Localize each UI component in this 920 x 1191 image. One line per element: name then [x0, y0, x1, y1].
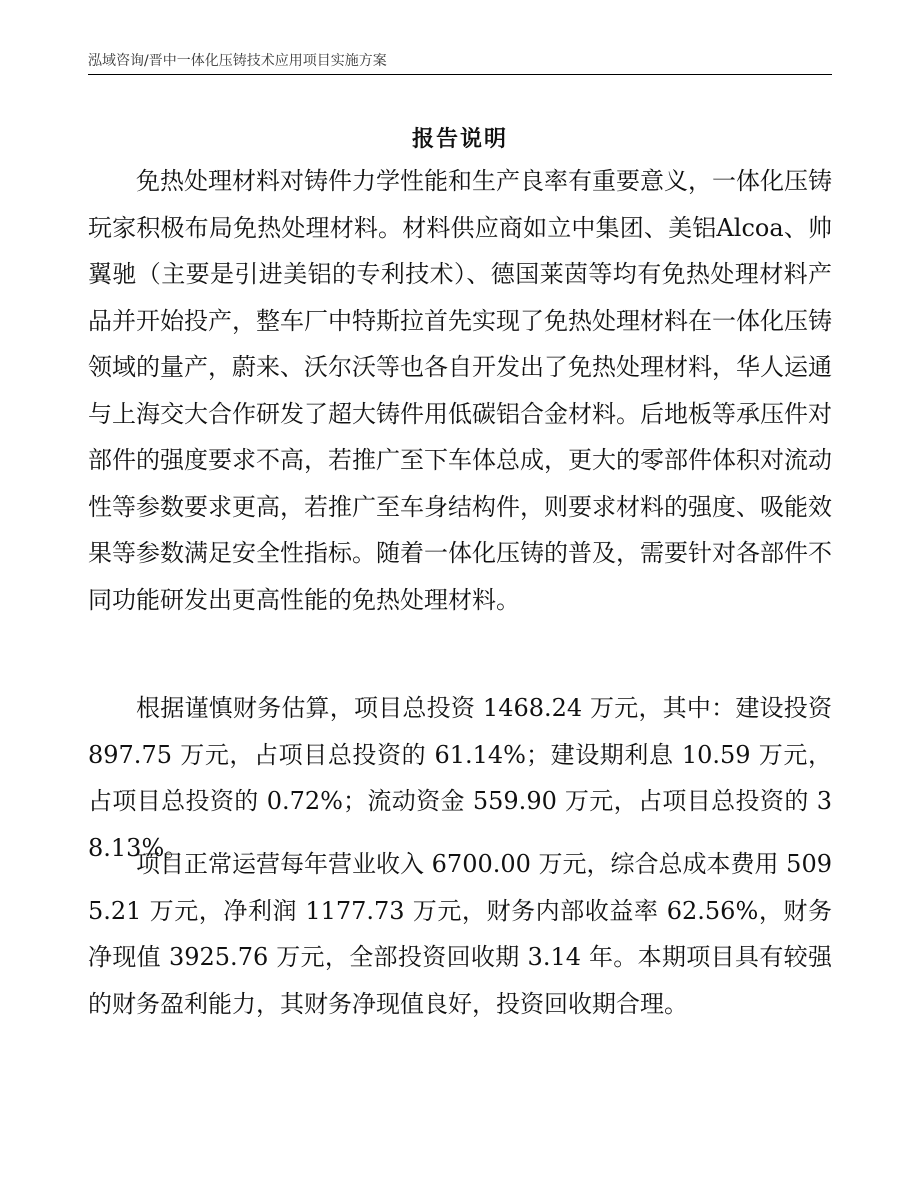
- header-divider: [88, 74, 832, 75]
- document-title: 报告说明: [411, 127, 508, 152]
- page-header: 泓域咨询/晋中一体化压铸技术应用项目实施方案: [88, 53, 387, 69]
- body-paragraph-3: 项目正常运营每年营业收入 6700.00 万元，综合总成本费用 5095.21 万元，净利润 1177.73 万元，财务内部收益率 62.56%，财务净现值 3925.76 万元，全部投资回收期 3.14 年。本期项目具有较强的财务盈利能力，其财务净现值良好，投资回收期合理。: [88, 850, 832, 1018]
- body-paragraph-2: 根据谨慎财务估算，项目总投资 1468.24 万元，其中：建设投资 897.75 万元，占项目总投资的 61.14%；建设期利息 10.59 万元，占项目总投资的 0.72%；流动资金 559.90 万元，占项目总投资的 38.13%。: [88, 694, 832, 862]
- body-paragraph-1: 免热处理材料对铸件力学性能和生产良率有重要意义，一体化压铸玩家积极布局免热处理材料。材料供应商如立中集团、美铝Alcoa、帅翼驰（主要是引进美铝的专利技术）、德国莱茵等均有免热处理材料产品并开始投产，整车厂中特斯拉首先实现了免热处理材料在一体化压铸领域的量产，蔚来、沃尔沃等也各自开发出了免热处理材料，华人运通与上海交大合作研发了超大铸件用低碳铝合金材料。后地板等承压件对部件的强度要求不高，若推广至下车体总成，更大的零部件体积对流动性等参数要求更高，若推广至车身结构件，则要求材料的强度、吸能效果等参数满足安全性指标。随着一体化压铸的普及，需要针对各部件不同功能研发出更高性能的免热处理材料。: [88, 167, 832, 614]
